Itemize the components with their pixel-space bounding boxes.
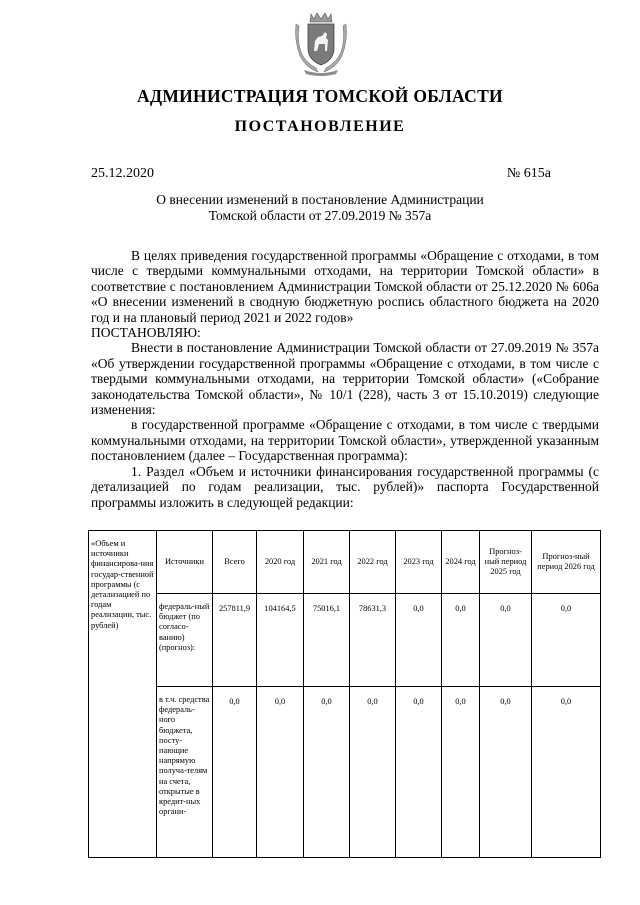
financing-table [88,530,601,858]
value-cell: 78631,3 [350,594,396,687]
value-cell: 0,0 [532,594,601,687]
header-2025: Прогноз-ный период 2025 год [480,531,532,594]
value-cell: 257811,9 [213,594,257,687]
header-2023: 2023 год [396,531,442,594]
header-total: Всего [213,531,257,594]
value-cell: 0,0 [442,594,480,687]
document-number: № 615а [506,166,551,181]
value-cell: 0,0 [213,687,257,858]
value-cell: 0,0 [304,687,350,858]
paragraph-resolve: ПОСТАНОВЛЯЮ: [91,325,201,341]
paragraph-section-1: 1. Раздел «Объем и источники финансирования государственной программы (с детализацией по годам реализации, тыс. рублей)» паспорта Государственной программы изложить в следующей редакции: [91,463,599,510]
value-cell: 0,0 [257,687,304,858]
value-cell: 0,0 [442,687,480,858]
value-cell: 104164,5 [257,594,304,687]
value-cell: 0,0 [396,687,442,858]
table-row [89,687,601,858]
header-2026: Прогноз-ный период 2026 год [532,531,601,594]
header-sources: Источники [157,531,213,594]
document-body [91,248,599,510]
source-cell: федераль-ный бюджет (по согласо-ванию) (прогноз): [157,594,213,687]
financing-table-wrap [88,530,600,835]
paragraph-program: в государственной программе «Обращение с отходами, в том числе с твердыми коммунальными отходами, на территории Томской области», утвержденной указанным постановлением (далее – Государственная программа): [91,417,599,464]
document-type: ПОСТАНОВЛЕНИЕ [234,118,406,135]
value-cell: 0,0 [480,687,532,858]
row-label-cell: «Объем и источники финансирова-ния государ-ственной программы (с детализацией по годам реализации, тыс. рублей) [89,531,157,858]
source-cell: в т.ч. средства федераль-ного бюджета, посту-пающие напрямую получа-телям на счета, открытые в кредит-ных органи- [157,687,213,858]
header-2021: 2021 год [304,531,350,594]
coat-of-arms-icon [292,10,350,76]
value-cell: 0,0 [480,594,532,687]
document-subject [150,192,490,224]
subject-line-1: О внесении изменений в постановление Администрации [156,192,484,207]
paragraph-preamble: В целях приведения государственной программы «Обращение с отходами, в том числе с твердыми коммунальными отходами, на территории Томской области» в соответствие с постановлением Администрации Томской области от 25.12.2020 № 606а «О внесении изменений в сводную бюджетную роспись областного бюджета на 2020 год и на плановый период 2021 и 2022 годов» [91,248,599,325]
value-cell: 75016,1 [304,594,350,687]
value-cell: 0,0 [532,687,601,858]
table-row [89,594,601,687]
header-2020: 2020 год [257,531,304,594]
header-2024: 2024 год [442,531,480,594]
organization-name: АДМИНИСТРАЦИЯ ТОМСКОЙ ОБЛАСТИ [137,86,503,106]
subject-line-2: Томской области от 27.09.2019 № 357а [208,208,432,223]
document-date: 25.12.2020 [91,166,154,181]
value-cell: 0,0 [350,687,396,858]
table-header-row [89,531,601,594]
header-2022: 2022 год [350,531,396,594]
paragraph-amend: Внести в постановление Администрации Томской области от 27.09.2019 № 357а «Об утверждении государственной программы «Обращение с отходами, в том числе с твердыми коммунальными отходами, на территории Томской области» («Собрание законодательства Томской области», № 10/1 (228), часть 3 от 15.10.2019) следующие изменения: [91,340,599,418]
value-cell: 0,0 [396,594,442,687]
